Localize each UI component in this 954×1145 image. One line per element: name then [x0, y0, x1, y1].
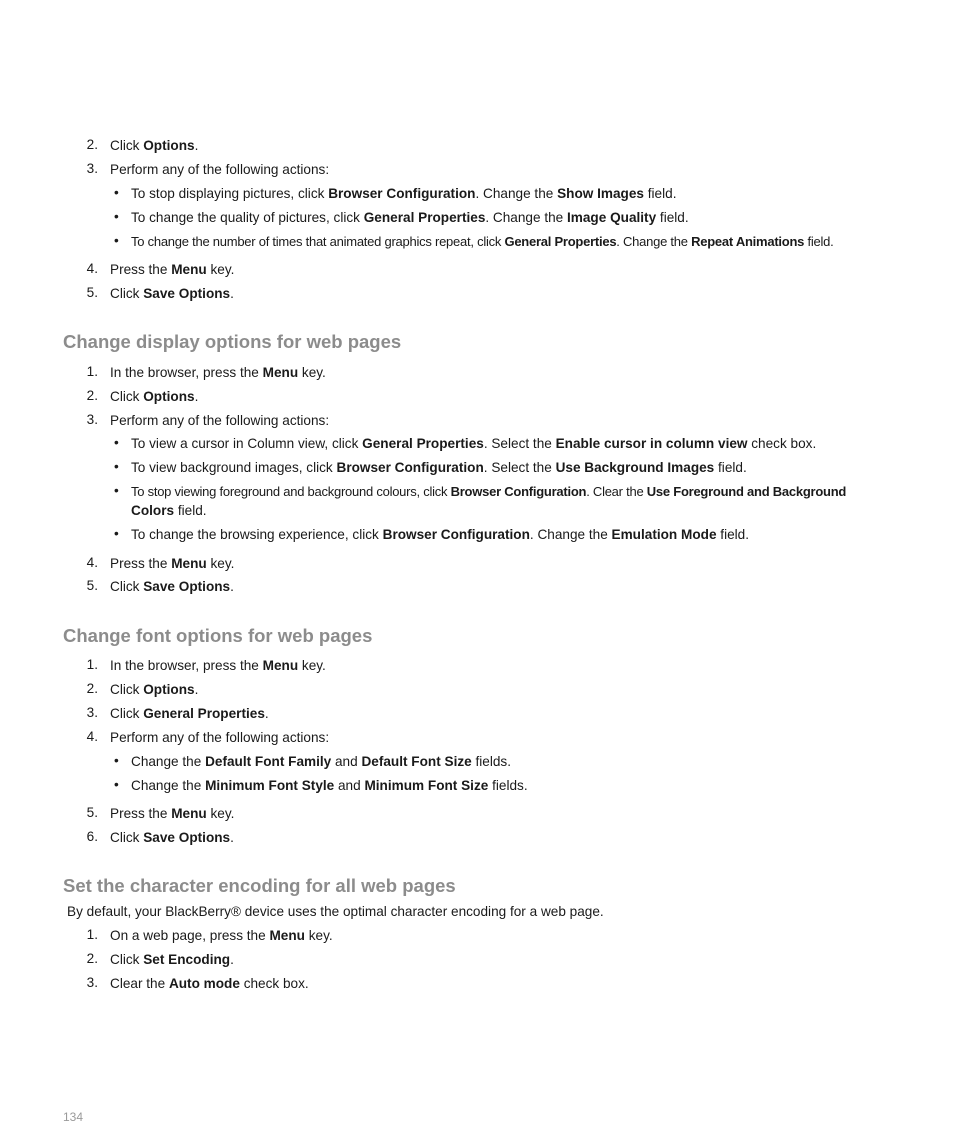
step-number: 4.: [86, 555, 98, 570]
step-number: 4.: [86, 729, 98, 744]
step-text: Click Options.: [110, 138, 199, 153]
intro-paragraph: By default, your BlackBerry® device uses the optimal character encoding for a web page.: [67, 904, 604, 919]
step-number: 1.: [86, 927, 98, 942]
step-text: Press the Menu key.: [110, 806, 235, 821]
bullet-text: To stop viewing foreground and background colours, click Browser Configuration. Clear the Use Foreground and Background: [131, 484, 847, 499]
step-text: On a web page, press the Menu key.: [110, 928, 333, 943]
step-number: 3.: [86, 412, 98, 427]
step-number: 3.: [86, 975, 98, 990]
bullet-icon: •: [114, 185, 119, 200]
step-text: Click Set Encoding.: [110, 952, 234, 967]
bullet-icon: •: [114, 459, 119, 474]
step-text: Press the Menu key.: [110, 262, 235, 277]
section-heading: Change display options for web pages: [63, 331, 402, 352]
step-text: Click Save Options.: [110, 579, 234, 594]
bullet-text-continuation: Colors field.: [131, 503, 207, 518]
step-number: 1.: [86, 364, 98, 379]
step-text: Click Options.: [110, 682, 199, 697]
step-number: 2.: [86, 951, 98, 966]
step-text: Click General Properties.: [110, 706, 269, 721]
step-text: Click Options.: [110, 389, 199, 404]
bullet-icon: •: [114, 483, 119, 498]
step-number: 1.: [86, 657, 98, 672]
step-text: Click Save Options.: [110, 286, 234, 301]
bullet-text: Change the Default Font Family and Default Font Size fields.: [131, 754, 512, 769]
step-number: 6.: [86, 829, 98, 844]
page-number: 134: [63, 1110, 84, 1124]
bullet-text: To change the quality of pictures, click General Properties. Change the Image Quality field.: [131, 210, 689, 225]
step-number: 4.: [86, 261, 98, 276]
bullet-icon: •: [114, 233, 119, 248]
section-heading: Set the character encoding for all web pages: [63, 875, 456, 896]
step-number: 5.: [86, 578, 98, 593]
bullet-icon: •: [114, 209, 119, 224]
step-number: 5.: [86, 285, 98, 300]
bullet-text: Change the Minimum Font Style and Minimum Font Size fields.: [131, 778, 528, 793]
bullet-icon: •: [114, 435, 119, 450]
step-number: 3.: [86, 161, 98, 176]
step-number: 2.: [86, 681, 98, 696]
step-text: Press the Menu key.: [110, 556, 235, 571]
bullet-text: To change the number of times that animated graphics repeat, click General Properties. Change the Repeat Animations field.: [131, 234, 834, 249]
step-number: 2.: [86, 388, 98, 403]
bullet-icon: •: [114, 753, 119, 768]
step-text: Perform any of the following actions:: [110, 413, 330, 428]
bullet-text: To change the browsing experience, click Browser Configuration. Change the Emulation Mode field.: [131, 527, 750, 542]
step-text: Click Save Options.: [110, 830, 234, 845]
step-text: In the browser, press the Menu key.: [110, 658, 326, 673]
step-text: Perform any of the following actions:: [110, 162, 330, 177]
step-number: 2.: [86, 137, 98, 152]
step-number: 5.: [86, 805, 98, 820]
step-text: In the browser, press the Menu key.: [110, 365, 326, 380]
bullet-icon: •: [114, 777, 119, 792]
bullet-icon: •: [114, 526, 119, 541]
bullet-text: To stop displaying pictures, click Browser Configuration. Change the Show Images field.: [131, 186, 677, 201]
step-text: Perform any of the following actions:: [110, 730, 330, 745]
step-text: Clear the Auto mode check box.: [110, 976, 309, 991]
section-heading: Change font options for web pages: [63, 625, 373, 646]
bullet-text: To view background images, click Browser Configuration. Select the Use Background Images field.: [131, 460, 747, 475]
bullet-text: To view a cursor in Column view, click General Properties. Select the Enable cursor in column view check box.: [131, 436, 817, 451]
step-number: 3.: [86, 705, 98, 720]
